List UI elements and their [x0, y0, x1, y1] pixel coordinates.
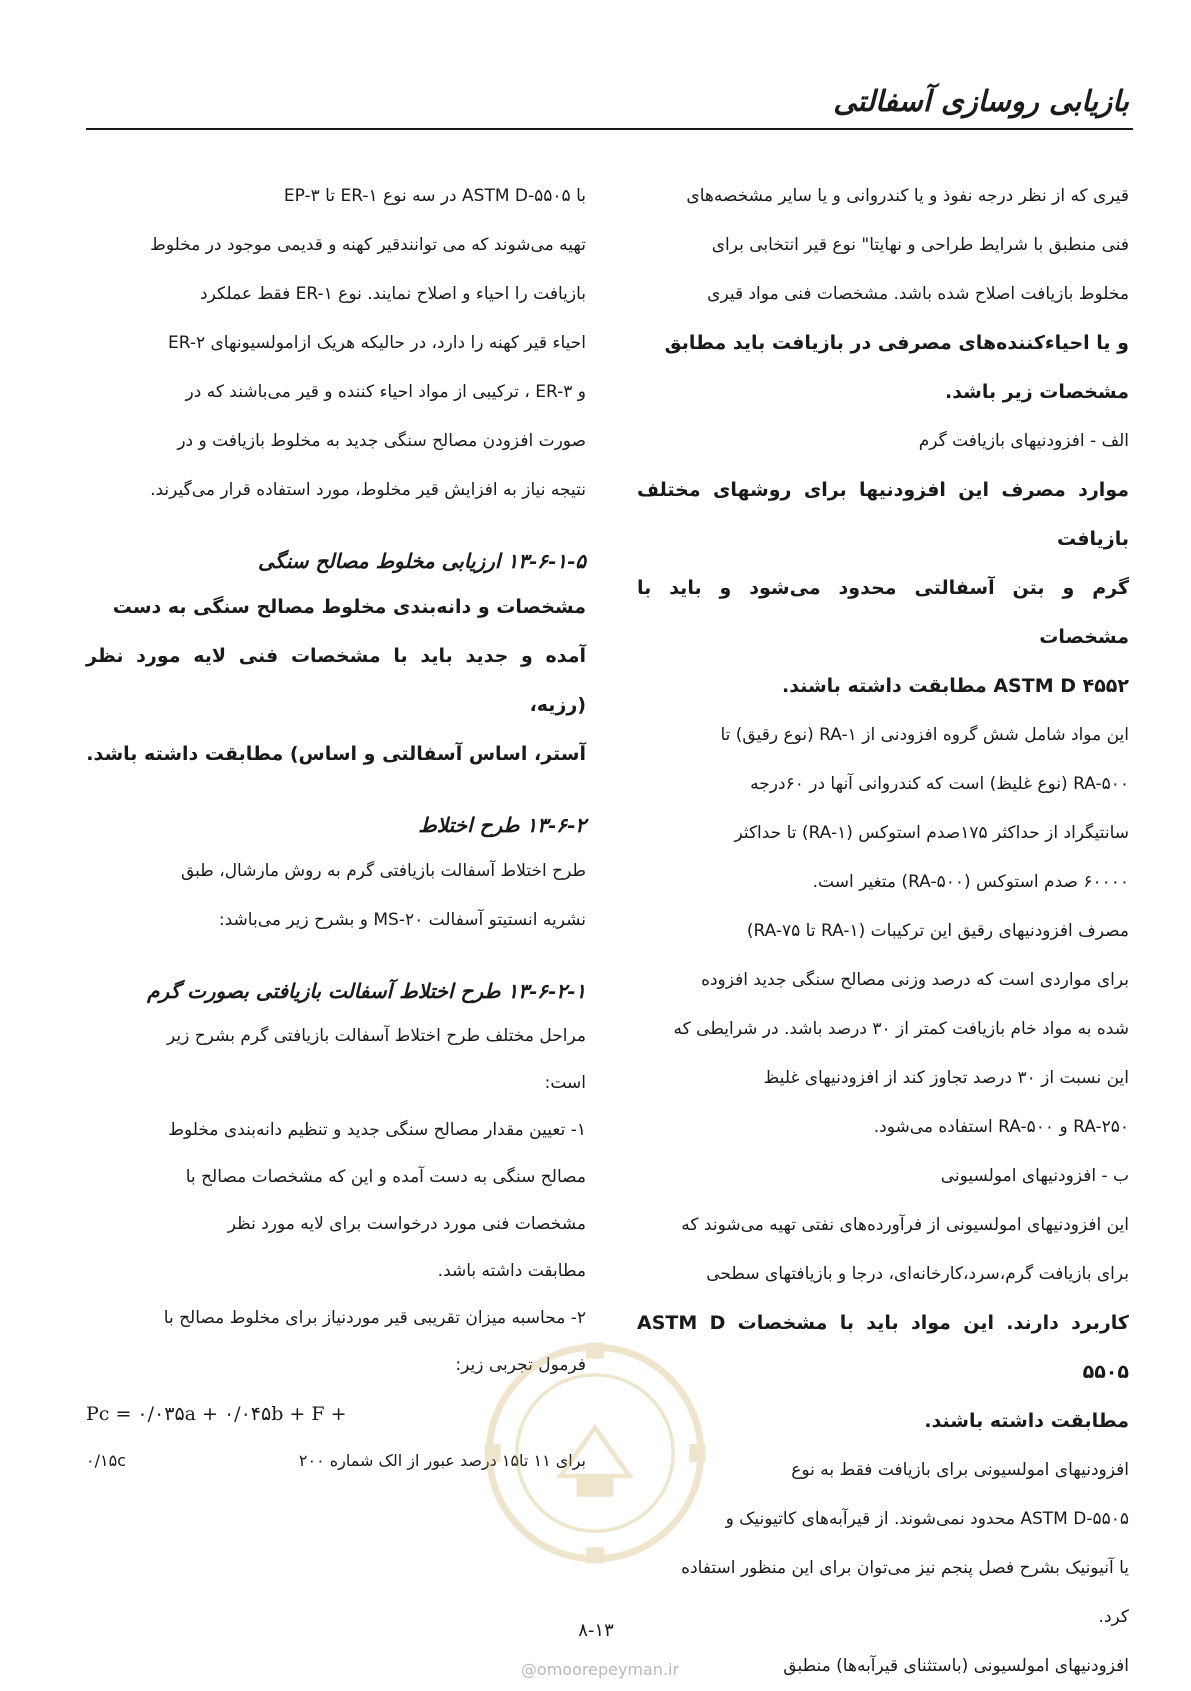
right-line: افزودنیهای امولسیونی (باستثنای قیرآبه‌ها) منطبق: [783, 1656, 1129, 1676]
left-line: با ASTM D-۵۵۰۵ در سه نوع ER-۱ تا EP-۳: [283, 186, 586, 206]
formula-note-text: برای ۱۱ تا۱۵ درصد عبور از الک شماره ۲۰۰: [298, 1451, 586, 1470]
left-line: مطابقت داشته باشد.: [437, 1261, 586, 1281]
binder-formula: Pc = ۰/۰۳۵a + ۰/۰۴۵b + F +: [86, 1403, 347, 1425]
left-line: صورت افزودن مصالح سنگی جدید به مخلوط بازیافت و در: [177, 431, 586, 451]
left-line: تهیه می‌شوند که می توانندقیر کهنه و قدیمی موجود در مخلوط: [150, 235, 586, 255]
right-line: ASTM D-۵۵۰۵ محدود نمی‌شوند. از قیرآبه‌های کاتیونیک و: [725, 1509, 1129, 1529]
right-line: یا آنیونیک بشرح فصل پنجم نیز می‌توان برای این منظور استفاده: [681, 1558, 1129, 1578]
right-line: سانتیگراد از حداکثر ۱۷۵صدم استوکس (RA-۱) تا حداکثر: [734, 823, 1129, 843]
right-line: برای مواردی است که درصد وزنی مصالح سنگی جدید افزوده: [701, 970, 1129, 990]
page-number: ۸-۱۳: [578, 1620, 614, 1641]
running-header-title: بازیابی روسازی آسفالتی: [833, 84, 1129, 118]
right-line-bold: موارد مصرف این افزودنیها برای روشهای مختلف بازیافت: [637, 479, 1129, 550]
header-rule: [86, 128, 1133, 130]
right-line: ۶۰۰۰۰ صدم استوکس (RA-۵۰۰) متغیر است.: [812, 872, 1129, 892]
right-line: این افزودنیهای امولسیونی از فرآورده‌های نفتی تهیه می‌شوند که: [681, 1215, 1129, 1235]
section-heading-mix-design: ۱۳-۶-۲ طرح اختلاط: [418, 813, 586, 837]
publisher-seal-watermark: [480, 1338, 710, 1568]
list-item: ۱- تعیین مقدار مصالح سنگی جدید و تنظیم دانه‌بندی مخلوط: [168, 1120, 586, 1140]
left-line-bold: مشخصات و دانه‌بندی مخلوط مصالح سنگی به دست: [112, 596, 586, 618]
left-line-bold: آمده و جدید باید با مشخصات فنی لایه مورد نظر (رزیه،: [86, 645, 586, 716]
right-line-bold: گرم و بتن آسفالتی محدود می‌شود و باید با مشخصات: [637, 577, 1129, 648]
left-line-bold: آستر، اساس آسفالتی و اساس) مطابقت داشته باشد.: [86, 743, 586, 765]
left-line: مشخصات فنی مورد درخواست برای لایه مورد نظر: [227, 1214, 586, 1234]
list-item: ۲- محاسبه میزان تقریبی قیر موردنیاز برای مخلوط مصالح با: [163, 1308, 586, 1328]
section-heading-aggregate-evaluation: ۱۳-۶-۱-۵ ارزیابی مخلوط مصالح سنگی: [258, 549, 586, 573]
right-line: این نسبت از ۳۰ درصد تجاوز کند از افزودنیهای غلیظ: [763, 1068, 1129, 1088]
subheading-emulsion: ب - افزودنیهای امولسیونی: [940, 1166, 1129, 1186]
right-line-bold: ASTM D ۴۵۵۲ مطابقت داشته باشند.: [782, 675, 1129, 697]
right-line: قیری که از نظر درجه نفوذ و یا کندروانی و یا سایر مشخصه‌های: [686, 186, 1129, 206]
left-line: مراحل مختلف طرح اختلاط آسفالت بازیافتی گرم بشرح زیر: [166, 1026, 586, 1046]
left-line: بازیافت را احیاء و اصلاح نمایند. نوع ER-۱ فقط عملکرد: [200, 284, 586, 304]
left-line: فرمول تجربی زیر:: [455, 1355, 586, 1375]
left-line: است:: [544, 1073, 586, 1093]
left-column: [86, 172, 586, 1483]
right-line-bold: مشخصات زیر باشد.: [944, 381, 1129, 403]
right-line-bold: و یا احیاءکننده‌های مصرفی در بازیافت باید مطابق: [664, 332, 1129, 354]
watermark-url: @omoorepeyman.ir: [520, 1660, 680, 1679]
right-line: افزودنیهای امولسیونی برای بازیافت فقط به نوع: [791, 1460, 1129, 1480]
section-heading-hot-mix-design: ۱۳-۶-۲-۱ طرح اختلاط آسفالت بازیافتی بصورت گرم: [147, 979, 586, 1003]
right-line-bold: مطابقت داشته باشند.: [924, 1410, 1129, 1432]
right-line: مصرف افزودنیهای رقیق این ترکیبات (RA-۱ تا RA-۷۵): [746, 921, 1129, 941]
left-line: مصالح سنگی به دست آمده و این که مشخصات مصالح با: [185, 1167, 586, 1187]
right-line: فنی منطبق با شرایط طراحی و نهایتا" نوع قیر انتخابی برای: [711, 235, 1129, 255]
right-line: برای بازیافت گرم،سرد،کارخانه‌ای، درجا و بازیافتهای سطحی: [706, 1264, 1129, 1284]
right-line: RA-۵۰۰ (نوع غلیظ) است که کندروانی آنها در ۶۰درجه: [750, 774, 1129, 794]
left-line: احیاء قیر کهنه را دارد، در حالیکه هریک ازامولسیونهای ER-۲: [167, 333, 586, 353]
right-line-bold: کاربرد دارند. این مواد باید با مشخصات ASTM D ۵۵۰۵: [637, 1312, 1129, 1383]
right-line: این مواد شامل شش گروه افزودنی از RA-۱ (نوع رقیق) تا: [720, 725, 1129, 745]
left-line: و ER-۳ ، ترکیبی از مواد احیاء کننده و قیر می‌باشند که در: [185, 382, 586, 402]
right-column: [637, 172, 1129, 1691]
left-line: نشریه انستیتو آسفالت MS-۲۰ و بشرح زیر می‌باشد:: [218, 910, 586, 930]
subheading-hot-recycling: الف - افزودنیهای بازیافت گرم: [918, 431, 1129, 451]
right-line: شده به مواد خام بازیافت کمتر از ۳۰ درصد باشد. در شرایطی که: [673, 1019, 1129, 1039]
left-line: طرح اختلاط آسفالت بازیافتی گرم به روش مارشال، طبق: [180, 861, 586, 881]
formula-note-value: ۰/۱۵c: [86, 1451, 126, 1470]
left-line: نتیجه نیاز به افزایش قیر مخلوط، مورد استفاده قرار می‌گیرند.: [150, 480, 586, 500]
right-line: مخلوط بازیافت اصلاح شده باشد. مشخصات فنی مواد قیری: [707, 284, 1129, 304]
right-line: RA-۲۵۰ و RA-۵۰۰ استفاده می‌شود.: [873, 1117, 1129, 1137]
right-line: کرد.: [1098, 1607, 1129, 1627]
